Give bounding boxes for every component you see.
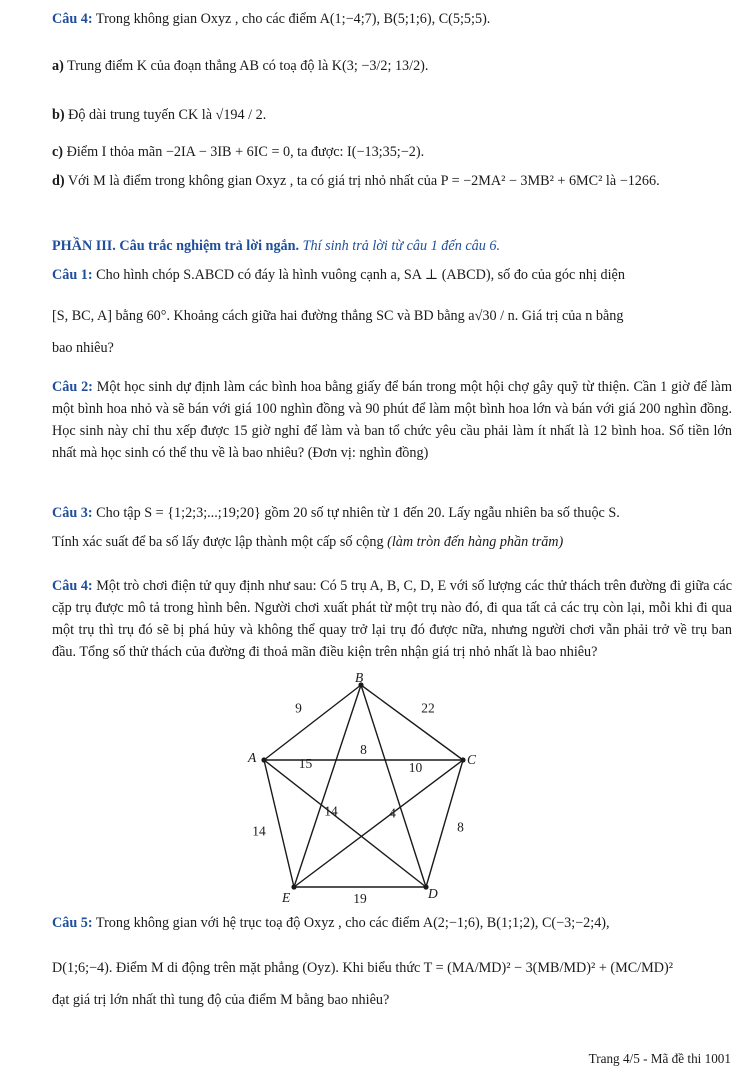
pentagon-graph: [236, 670, 516, 910]
q1-text-3: bao nhiêu?: [52, 340, 114, 356]
q4-label: Câu 4:: [52, 578, 93, 594]
edge-b-e: [294, 685, 361, 887]
q1-label: Câu 1:: [52, 267, 93, 283]
edge-weight-b-c: 22: [421, 700, 435, 716]
option-a-text: Trung điểm K của đoạn thẳng AB có toạ độ là K(3; −3/2; 13/2).: [67, 58, 429, 74]
q3-text-2: Tính xác suất để ba số lấy được lập thành một cấp số cộng: [52, 534, 384, 550]
q1-line3: [52, 337, 732, 359]
edge-b-c: [361, 685, 463, 760]
edge-weight-b-e: 15: [298, 756, 313, 771]
q2-text: Một học sinh dự định làm các bình hoa bằng giấy để bán trong một hội chợ gây quỹ từ thiện. Cần 1 giờ để làm một bình hoa nhỏ và sẽ bán với giá 100 nghìn đồng và 90 phút để làm một bình hoa lớn và bán với giá 200 nghìn đồng. Học sinh này chỉ thu xếp được 15 giờ nghỉ để làm và ban tổ chức yêu cầu phải làm ít nhất là 12 bình hoa. Số tiền lớn nhất mà học sinh có thể thu về là bao nhiêu? (Đơn vị: nghìn đồng): [52, 379, 732, 461]
option-a-label: a): [52, 58, 64, 74]
option-b: [52, 104, 732, 126]
vertex-label-e: E: [282, 890, 291, 905]
section-3-heading: [52, 235, 732, 257]
q4: [52, 575, 732, 663]
vertex-e: [291, 884, 296, 889]
option-c: [52, 141, 732, 163]
edge-weight-a-c: 8: [360, 742, 367, 757]
option-a: [52, 55, 732, 77]
section-3-instruction: Thí sinh trả lời từ câu 1 đến câu 6.: [302, 238, 501, 254]
q4-top: [52, 8, 732, 30]
vertex-a: [261, 757, 266, 762]
q5-label: Câu 5:: [52, 915, 93, 931]
q3-note: (làm tròn đến hàng phần trăm): [387, 534, 564, 550]
edge-c-e: [294, 760, 463, 887]
q4-top-label: Câu 4:: [52, 11, 93, 27]
edge-weight-c-e: 4: [389, 805, 396, 821]
vertex-label-d: D: [428, 886, 438, 901]
vertex-label-c: C: [467, 752, 477, 767]
q5-text-3: đạt giá trị lớn nhất thì tung độ của điểm M bằng bao nhiêu?: [52, 992, 390, 1008]
edge-weight-a-b: 9: [295, 700, 302, 716]
option-c-label: c): [52, 144, 64, 160]
q3-label: Câu 3:: [52, 505, 93, 521]
edge-weight-b-d: 10: [408, 760, 423, 775]
q3-line2: [52, 531, 732, 553]
edge-weight-e-d: 19: [353, 891, 367, 906]
option-d: [52, 170, 732, 192]
q4-text: Một trò chơi điện tử quy định như sau: Có 5 trụ A, B, C, D, E với số lượng các thử thách trên đường đi giữa các cặp trụ được mô tả trong hình bên. Người chơi xuất phát từ một trụ nào đó, đi qua tất cả các trụ còn lại, mỗi khi đi qua một trụ thì trụ đó sẽ bị phá hủy và không thể quay trở lại trụ đó được nữa, nhưng người chơi vẫn phải trở về trụ ban đầu. Tổng số thử thách của đường đi thoả mãn điều kiện trên nhận giá trị nhỏ nhất là bao nhiêu?: [52, 578, 732, 660]
q1-line1: [52, 264, 732, 286]
q4-top-text: Trong không gian Oxyz , cho các điểm A(1;−4;7), B(5;1;6), C(5;5;5).: [95, 11, 491, 27]
edge-weight-a-d: 14: [324, 803, 338, 819]
edge-weight-c-d: 8: [457, 819, 464, 835]
edge-a-e: [264, 760, 294, 887]
q3-text-1: Cho tập S = {1;2;3;...;19;20} gồm 20 số tự nhiên từ 1 đến 20. Lấy ngẫu nhiên ba số thuộc S.: [96, 505, 620, 521]
vertex-label-b: B: [355, 670, 364, 685]
option-b-text: Độ dài trung tuyến CK là √194 / 2.: [68, 107, 267, 123]
edge-a-d: [264, 760, 426, 887]
q1-text-2: [S, BC, A] bằng 60°. Khoảng cách giữa hai đường thẳng SC và BD bằng a√30 / n. Giá trị của n bằng: [52, 308, 624, 324]
vertex-c: [460, 757, 465, 762]
q1-text-1: Cho hình chóp S.ABCD có đáy là hình vuông cạnh a, SA ⊥ (ABCD), số đo của góc nhị diện: [96, 267, 625, 283]
section-3-title: PHẦN III. Câu trắc nghiệm trả lời ngắn.: [52, 238, 300, 254]
q5-text-1: Trong không gian với hệ trục toạ độ Oxyz , cho các điểm A(2;−1;6), B(1;1;2), C(−3;−2;4),: [95, 915, 610, 931]
q1-line2: [52, 305, 732, 327]
q2-label: Câu 2:: [52, 379, 93, 395]
page-footer: Trang 4/5 - Mã đề thi 1001: [588, 1051, 731, 1066]
q3-line1: [52, 502, 732, 524]
vertex-label-a: A: [248, 750, 257, 765]
option-b-label: b): [52, 107, 65, 123]
q2: [52, 376, 732, 464]
q5-line1: [52, 912, 732, 934]
q5-line3: [52, 989, 732, 1011]
option-c-text: Điểm I thỏa mãn −2IA − 3IB + 6IC = 0, ta được: I(−13;35;−2).: [66, 144, 425, 160]
option-d-text: Với M là điểm trong không gian Oxyz , ta có giá trị nhỏ nhất của P = −2MA² − 3MB² + 6MC² là −1266.: [67, 173, 660, 189]
option-d-label: d): [52, 173, 65, 189]
edge-b-d: [361, 685, 426, 887]
edge-weight-a-e: 14: [252, 823, 266, 839]
edge-a-b: [264, 685, 361, 760]
q5-line2: [52, 957, 732, 979]
q5-text-2: D(1;6;−4). Điểm M di động trên mặt phẳng (Oyz). Khi biểu thức T = (MA/MD)² − 3(MB/MD)² + (MC/MD)²: [52, 960, 673, 976]
